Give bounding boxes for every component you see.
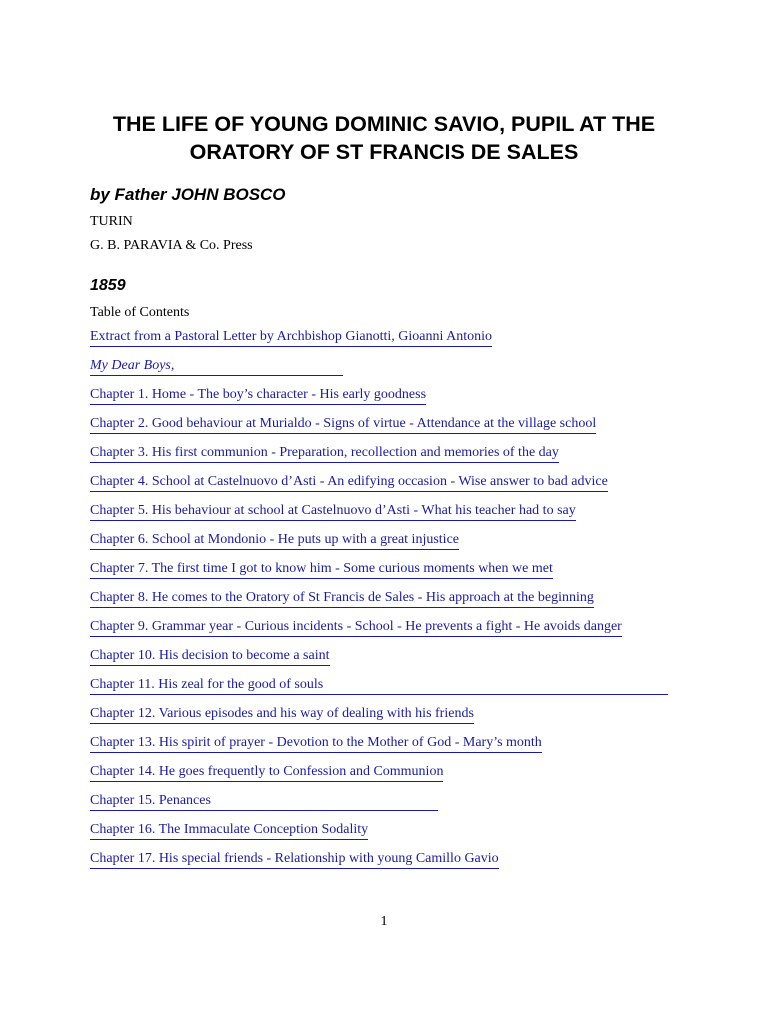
toc-link-chapter-11[interactable]: Chapter 11. His zeal for the good of souls bbox=[90, 676, 668, 695]
author-line: by Father JOHN BOSCO bbox=[90, 185, 286, 204]
toc-link-chapter-3[interactable]: Chapter 3. His first communion - Preparation, recollection and memories of the day bbox=[90, 444, 559, 463]
toc-link-chapter-13[interactable]: Chapter 13. His spirit of prayer - Devotion to the Mother of God - Mary’s month bbox=[90, 734, 542, 753]
toc-link-chapter-17[interactable]: Chapter 17. His special friends - Relationship with young Camillo Gavio bbox=[90, 850, 499, 869]
toc-link-chapter-6[interactable]: Chapter 6. School at Mondonio - He puts up with a great injustice bbox=[90, 531, 459, 550]
toc-link-dear-boys[interactable]: My Dear Boys, bbox=[90, 357, 343, 376]
toc-link-chapter-2[interactable]: Chapter 2. Good behaviour at Murialdo - Signs of virtue - Attendance at the village school bbox=[90, 415, 596, 434]
document-title: THE LIFE OF YOUNG DOMINIC SAVIO, PUPIL AT THE ORATORY OF ST FRANCIS DE SALES bbox=[112, 112, 656, 164]
page-number: 1 bbox=[380, 914, 388, 929]
toc-link-chapter-10[interactable]: Chapter 10. His decision to become a saint bbox=[90, 647, 330, 666]
toc-link-chapter-5[interactable]: Chapter 5. His behaviour at school at Castelnuovo d’Asti - What his teacher had to say bbox=[90, 502, 576, 521]
toc-link-pastoral-letter[interactable]: Extract from a Pastoral Letter by Archbishop Gianotti, Gioanni Antonio bbox=[90, 328, 492, 347]
toc-link-chapter-7[interactable]: Chapter 7. The first time I got to know him - Some curious moments when we met bbox=[90, 560, 553, 579]
toc-link-chapter-15[interactable]: Chapter 15. Penances bbox=[90, 792, 438, 811]
toc-link-chapter-4[interactable]: Chapter 4. School at Castelnuovo d’Asti - An edifying occasion - Wise answer to bad advice bbox=[90, 473, 608, 492]
toc-heading: Table of Contents bbox=[90, 305, 190, 320]
toc-link-chapter-12[interactable]: Chapter 12. Various episodes and his way of dealing with his friends bbox=[90, 705, 474, 724]
publication-city: TURIN bbox=[90, 214, 133, 229]
toc-link-chapter-8[interactable]: Chapter 8. He comes to the Oratory of St Francis de Sales - His approach at the beginning bbox=[90, 589, 594, 608]
toc-link-chapter-1[interactable]: Chapter 1. Home - The boy’s character - His early goodness bbox=[90, 386, 426, 405]
publication-year: 1859 bbox=[90, 277, 126, 294]
toc-link-chapter-16[interactable]: Chapter 16. The Immaculate Conception Sodality bbox=[90, 821, 368, 840]
toc-link-chapter-14[interactable]: Chapter 14. He goes frequently to Confession and Communion bbox=[90, 763, 443, 782]
publisher-line: G. B. PARAVIA & Co. Press bbox=[90, 238, 253, 253]
toc-link-chapter-9[interactable]: Chapter 9. Grammar year - Curious incidents - School - He prevents a fight - He avoids danger bbox=[90, 618, 622, 637]
